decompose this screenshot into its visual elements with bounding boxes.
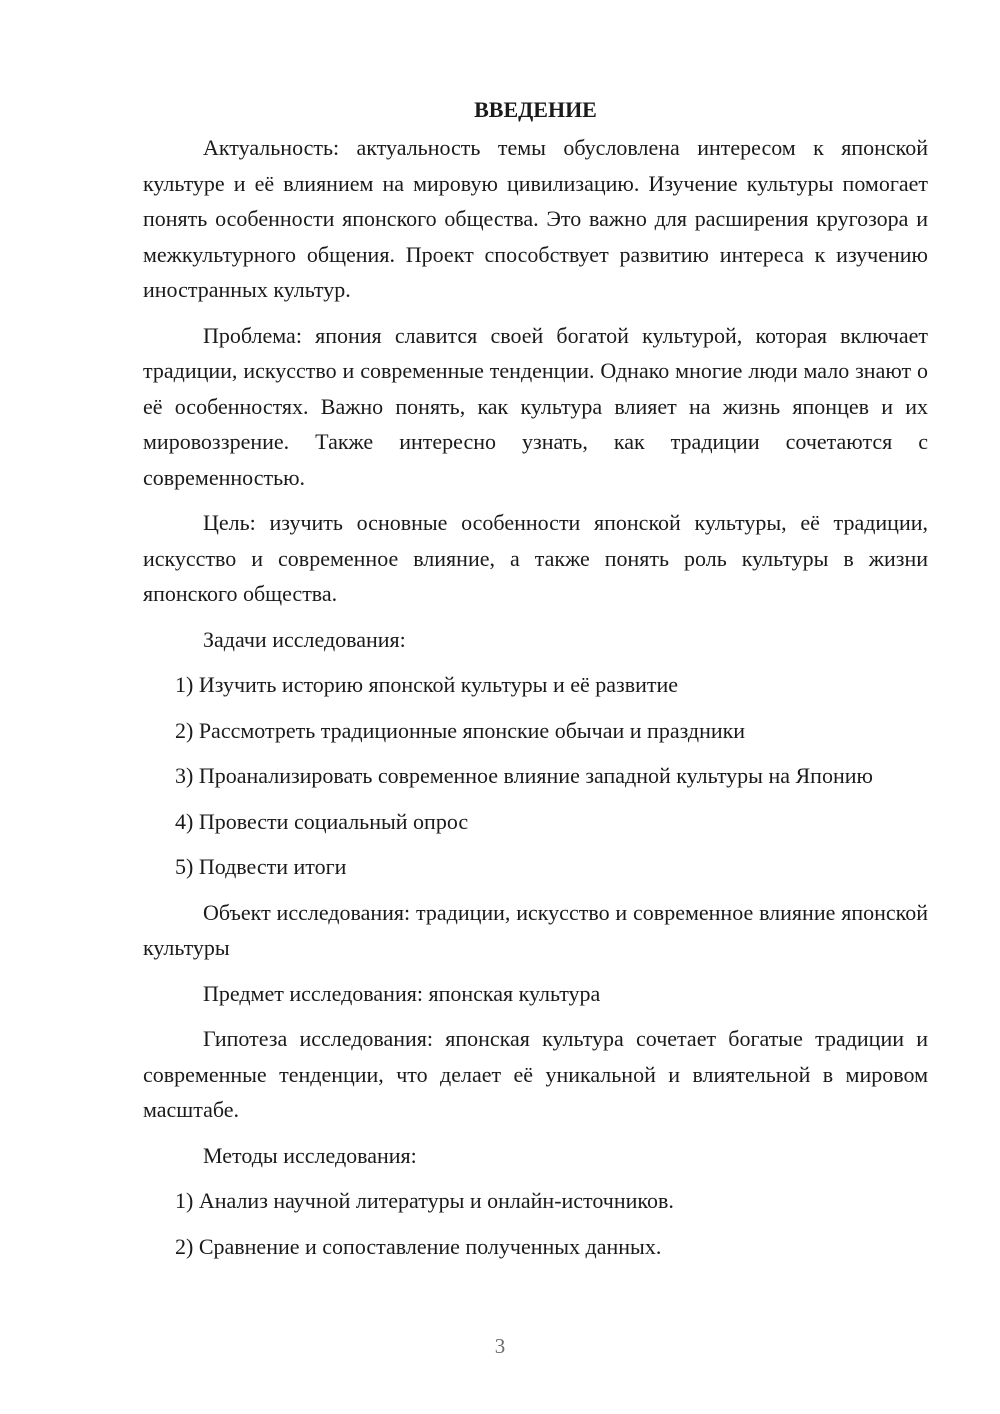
task-item: 1) Изучить историю японской культуры и её развитие xyxy=(175,672,679,697)
task-item: 4) Провести социальный опрос xyxy=(175,808,469,834)
goal-paragraph: Цель: изучить основные особенности японской культуры, её традиции, искусство и современное влияние, а также понять роль культуры в жизни японского общества. xyxy=(143,510,928,606)
method-item: 1) Анализ научной литературы и онлайн-источников. xyxy=(175,1188,674,1213)
methods-heading: Методы исследования: xyxy=(203,1142,417,1168)
task-item: 2) Рассмотреть традиционные японские обычаи и праздники xyxy=(175,717,746,743)
hypothesis-paragraph: Гипотеза исследования: японская культура сочетает богатые традиции и современные тенденции, что делает её уникальной и влиятельной в мировом масштабе. xyxy=(143,1026,928,1122)
task-item: 3) Проанализировать современное влияние западной культуры на Японию xyxy=(175,763,873,788)
method-item: 2) Сравнение и сопоставление полученных данных. xyxy=(175,1233,662,1259)
object-paragraph: Объект исследования: традиции, искусство и современное влияние японской культуры xyxy=(143,899,928,960)
relevance-paragraph: Актуальность: актуальность темы обусловлена интересом к японской культуре и её влиянием на мировую цивилизацию. Изучение культуры помогает понять особенности японского общества. Это важно для расширения кругозора и межкультурного общения. Проект способствует развитию интереса к изучению иностранных культур. xyxy=(143,135,928,302)
page-title: ВВЕДЕНИЕ xyxy=(474,97,597,122)
tasks-heading: Задачи исследования: xyxy=(203,626,406,652)
document-page xyxy=(143,94,928,1274)
problem-paragraph: Проблема: япония славится своей богатой культурой, которая включает традиции, искусство и современные тенденции. Однако многие люди мало знают о её особенностях. Важно понять, как культура влияет на жизнь японцев и их мировоззрение. Также интересно узнать, как традиции сочетаются с современностью. xyxy=(143,322,928,490)
subject-line: Предмет исследования: японская культура xyxy=(203,980,601,1006)
page-number: 3 xyxy=(494,1334,506,1358)
task-item: 5) Подвести итоги xyxy=(175,854,347,879)
